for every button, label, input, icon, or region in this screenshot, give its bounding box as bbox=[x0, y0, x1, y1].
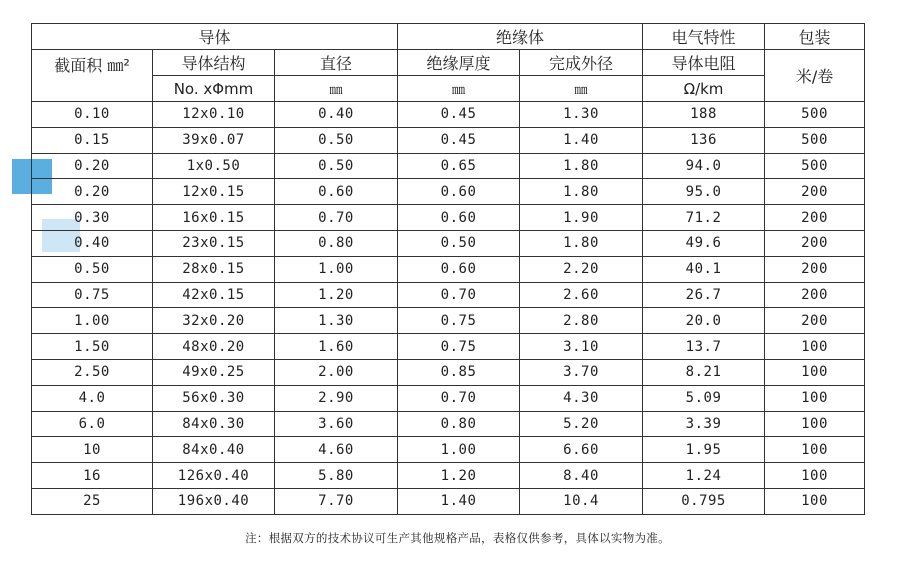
cell-diameter: 3.60 bbox=[275, 411, 398, 437]
cell-resistance: 20.0 bbox=[643, 308, 765, 334]
cell-diameter: 4.60 bbox=[275, 437, 398, 463]
cell-packing: 500 bbox=[765, 102, 865, 128]
subheader-outer-diameter: 完成外径 bbox=[520, 50, 643, 76]
cell-structure: 12x0.15 bbox=[153, 179, 275, 205]
subheader-diameter: 直径 bbox=[275, 50, 398, 76]
cell-outer-diameter: 2.60 bbox=[520, 282, 643, 308]
cell-packing: 200 bbox=[765, 256, 865, 282]
table-row bbox=[32, 179, 865, 205]
cell-packing: 200 bbox=[765, 308, 865, 334]
cell-packing: 100 bbox=[765, 359, 865, 385]
cell-packing: 100 bbox=[765, 463, 865, 489]
unit-structure: No. xΦmm bbox=[153, 76, 275, 102]
subheader-structure: 导体结构 bbox=[153, 50, 275, 76]
cell-diameter: 2.00 bbox=[275, 359, 398, 385]
table-row bbox=[32, 334, 865, 360]
table-row bbox=[32, 153, 865, 179]
cell-packing: 500 bbox=[765, 127, 865, 153]
footnote: 注：根据双方的技术协议可生产其他规格产品，表格仅供参考，具体以实物为准。 bbox=[245, 531, 670, 545]
cell-resistance: 8.21 bbox=[643, 359, 765, 385]
cell-insulation-thickness: 0.70 bbox=[398, 385, 520, 411]
cell-resistance: 3.39 bbox=[643, 411, 765, 437]
cell-structure: 39x0.07 bbox=[153, 127, 275, 153]
cell-diameter: 0.40 bbox=[275, 102, 398, 128]
cell-resistance: 5.09 bbox=[643, 385, 765, 411]
cell-cross-section: 1.50 bbox=[32, 334, 153, 360]
cell-diameter: 1.60 bbox=[275, 334, 398, 360]
cell-resistance: 136 bbox=[643, 127, 765, 153]
subheader-cross-section: 截面积 ㎜² bbox=[32, 50, 153, 102]
cell-outer-diameter: 1.80 bbox=[520, 153, 643, 179]
table-row bbox=[32, 488, 865, 514]
subheader-packing-unit: 米/卷 bbox=[765, 50, 865, 102]
cell-structure: 16x0.15 bbox=[153, 205, 275, 231]
cell-structure: 84x0.30 bbox=[153, 411, 275, 437]
cell-outer-diameter: 1.30 bbox=[520, 102, 643, 128]
cell-structure: 49x0.25 bbox=[153, 359, 275, 385]
cell-packing: 100 bbox=[765, 488, 865, 514]
cell-cross-section: 10 bbox=[32, 437, 153, 463]
cell-diameter: 0.60 bbox=[275, 179, 398, 205]
cell-resistance: 13.7 bbox=[643, 334, 765, 360]
cell-structure: 23x0.15 bbox=[153, 230, 275, 256]
cell-structure: 196x0.40 bbox=[153, 488, 275, 514]
cell-resistance: 95.0 bbox=[643, 179, 765, 205]
cell-cross-section: 0.20 bbox=[32, 153, 153, 179]
cell-insulation-thickness: 0.75 bbox=[398, 334, 520, 360]
cell-diameter: 1.20 bbox=[275, 282, 398, 308]
cell-diameter: 2.90 bbox=[275, 385, 398, 411]
subheader-insulation-thickness: 绝缘厚度 bbox=[398, 50, 520, 76]
cell-structure: 84x0.40 bbox=[153, 437, 275, 463]
cell-diameter: 0.80 bbox=[275, 230, 398, 256]
cell-insulation-thickness: 0.45 bbox=[398, 127, 520, 153]
cell-structure: 56x0.30 bbox=[153, 385, 275, 411]
subheader-row bbox=[32, 50, 865, 76]
cell-cross-section: 0.20 bbox=[32, 179, 153, 205]
cell-structure: 1x0.50 bbox=[153, 153, 275, 179]
cell-insulation-thickness: 0.80 bbox=[398, 411, 520, 437]
cell-outer-diameter: 5.20 bbox=[520, 411, 643, 437]
cell-cross-section: 6.0 bbox=[32, 411, 153, 437]
table-row bbox=[32, 308, 865, 334]
cell-outer-diameter: 10.4 bbox=[520, 488, 643, 514]
cell-diameter: 5.80 bbox=[275, 463, 398, 489]
cell-outer-diameter: 1.40 bbox=[520, 127, 643, 153]
table-row bbox=[32, 230, 865, 256]
cell-structure: 32x0.20 bbox=[153, 308, 275, 334]
cell-resistance: 71.2 bbox=[643, 205, 765, 231]
cell-diameter: 1.30 bbox=[275, 308, 398, 334]
cell-outer-diameter: 6.60 bbox=[520, 437, 643, 463]
cell-insulation-thickness: 1.40 bbox=[398, 488, 520, 514]
header-packing: 包装 bbox=[765, 24, 865, 50]
cell-structure: 126x0.40 bbox=[153, 463, 275, 489]
cell-cross-section: 16 bbox=[32, 463, 153, 489]
cell-outer-diameter: 2.20 bbox=[520, 256, 643, 282]
subheader-resistance: 导体电阻 bbox=[643, 50, 765, 76]
cell-cross-section: 1.00 bbox=[32, 308, 153, 334]
table-row bbox=[32, 385, 865, 411]
spec-table bbox=[31, 23, 865, 515]
unit-insulation-thickness: ㎜ bbox=[398, 76, 520, 102]
cell-insulation-thickness: 0.60 bbox=[398, 205, 520, 231]
cell-outer-diameter: 2.80 bbox=[520, 308, 643, 334]
cell-insulation-thickness: 1.00 bbox=[398, 437, 520, 463]
table-row bbox=[32, 359, 865, 385]
cell-diameter: 1.00 bbox=[275, 256, 398, 282]
cell-insulation-thickness: 0.60 bbox=[398, 179, 520, 205]
cell-resistance: 40.1 bbox=[643, 256, 765, 282]
cell-packing: 100 bbox=[765, 334, 865, 360]
cell-packing: 100 bbox=[765, 437, 865, 463]
cell-insulation-thickness: 0.85 bbox=[398, 359, 520, 385]
table-row bbox=[32, 256, 865, 282]
header-conductor: 导体 bbox=[32, 24, 398, 50]
cell-cross-section: 0.15 bbox=[32, 127, 153, 153]
cell-cross-section: 0.50 bbox=[32, 256, 153, 282]
cell-resistance: 0.795 bbox=[643, 488, 765, 514]
cell-structure: 28x0.15 bbox=[153, 256, 275, 282]
cell-insulation-thickness: 0.60 bbox=[398, 256, 520, 282]
table-row bbox=[32, 437, 865, 463]
cell-outer-diameter: 8.40 bbox=[520, 463, 643, 489]
cell-cross-section: 0.30 bbox=[32, 205, 153, 231]
cell-resistance: 26.7 bbox=[643, 282, 765, 308]
cell-cross-section: 0.40 bbox=[32, 230, 153, 256]
cell-diameter: 7.70 bbox=[275, 488, 398, 514]
cell-outer-diameter: 1.80 bbox=[520, 179, 643, 205]
cell-insulation-thickness: 0.70 bbox=[398, 282, 520, 308]
cell-cross-section: 4.0 bbox=[32, 385, 153, 411]
cell-outer-diameter: 4.30 bbox=[520, 385, 643, 411]
cell-outer-diameter: 3.10 bbox=[520, 334, 643, 360]
cell-diameter: 0.50 bbox=[275, 153, 398, 179]
cell-packing: 500 bbox=[765, 153, 865, 179]
cell-packing: 200 bbox=[765, 179, 865, 205]
unit-outer-diameter: ㎜ bbox=[520, 76, 643, 102]
cell-resistance: 49.6 bbox=[643, 230, 765, 256]
unit-resistance: Ω/km bbox=[643, 76, 765, 102]
cell-resistance: 1.24 bbox=[643, 463, 765, 489]
cell-diameter: 0.50 bbox=[275, 127, 398, 153]
cell-structure: 42x0.15 bbox=[153, 282, 275, 308]
cell-packing: 100 bbox=[765, 385, 865, 411]
cell-diameter: 0.70 bbox=[275, 205, 398, 231]
cell-insulation-thickness: 0.45 bbox=[398, 102, 520, 128]
header-row bbox=[32, 24, 865, 50]
cell-cross-section: 0.75 bbox=[32, 282, 153, 308]
table-row bbox=[32, 411, 865, 437]
cell-structure: 48x0.20 bbox=[153, 334, 275, 360]
cell-structure: 12x0.10 bbox=[153, 102, 275, 128]
unit-row bbox=[32, 76, 865, 102]
cell-resistance: 188 bbox=[643, 102, 765, 128]
table-row bbox=[32, 205, 865, 231]
cell-outer-diameter: 1.90 bbox=[520, 205, 643, 231]
cell-packing: 100 bbox=[765, 411, 865, 437]
cell-packing: 200 bbox=[765, 282, 865, 308]
cell-packing: 200 bbox=[765, 205, 865, 231]
cell-insulation-thickness: 1.20 bbox=[398, 463, 520, 489]
cell-insulation-thickness: 0.65 bbox=[398, 153, 520, 179]
cell-insulation-thickness: 0.75 bbox=[398, 308, 520, 334]
cell-outer-diameter: 1.80 bbox=[520, 230, 643, 256]
cell-insulation-thickness: 0.50 bbox=[398, 230, 520, 256]
cell-resistance: 1.95 bbox=[643, 437, 765, 463]
cell-outer-diameter: 3.70 bbox=[520, 359, 643, 385]
unit-diameter: ㎜ bbox=[275, 76, 398, 102]
table-row bbox=[32, 282, 865, 308]
header-electrical: 电气特性 bbox=[643, 24, 765, 50]
header-insulation: 绝缘体 bbox=[398, 24, 643, 50]
table-row bbox=[32, 463, 865, 489]
cell-resistance: 94.0 bbox=[643, 153, 765, 179]
cell-cross-section: 2.50 bbox=[32, 359, 153, 385]
table-row bbox=[32, 102, 865, 128]
cell-cross-section: 25 bbox=[32, 488, 153, 514]
cell-cross-section: 0.10 bbox=[32, 102, 153, 128]
table-row bbox=[32, 127, 865, 153]
cell-packing: 200 bbox=[765, 230, 865, 256]
